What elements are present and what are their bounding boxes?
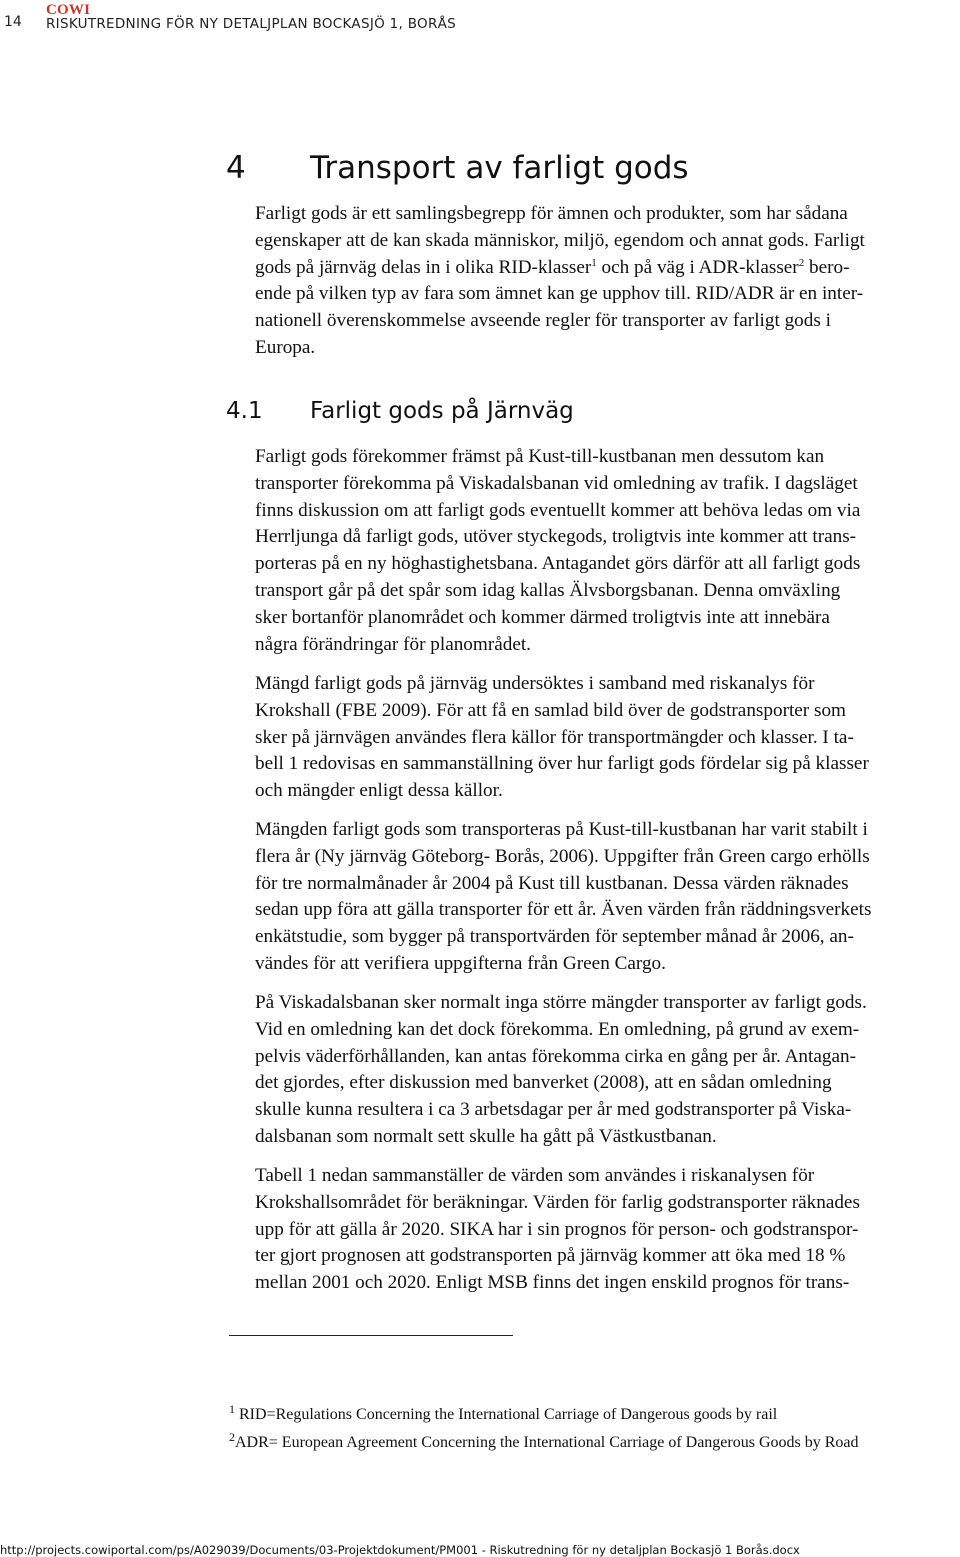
text-line: Mängd farligt gods på järnväg undersöktes i samband med riskanalys för <box>255 673 815 694</box>
subsection-number: 4.1 <box>226 398 263 424</box>
footnote-text: RID=Regulations Concerning the International Carriage of Dangerous goods by rail <box>239 1406 778 1423</box>
body-paragraph <box>255 444 955 658</box>
text-line: Mängden farligt gods som transporteras på Kust-till-kustbanan har varit stabilt i <box>255 819 868 840</box>
footnote-mark: 2 <box>229 1430 235 1444</box>
text-line: upp för att gälla år 2020. SIKA har i sin prognos för person- och godstranspor- <box>255 1218 859 1240</box>
document-title: RISKUTREDNING FÖR NY DETALJPLAN BOCKASJÖ 1, BORÅS <box>46 16 457 32</box>
text-line: några förändringar för planområdet. <box>255 633 531 655</box>
text-line: gods på järnväg delas in i olika RID-klasser$^1$ och på väg i ADR-klasser$^2$ bero- <box>255 256 850 278</box>
text-line: Vid en omledning kan det dock förekomma. En omledning, på grund av exem- <box>255 1018 860 1040</box>
footnote-text: ADR= European Agreement Concerning the International Carriage of Dangerous Goods by Road <box>235 1434 859 1451</box>
text-line: Krokshall (FBE 2009). För att få en samlad bild över de godstransporter som <box>255 699 846 721</box>
page-number: 14 <box>4 14 22 30</box>
text-line: för tre normalmånader år 2004 på Kust till kustbanan. Dessa värden räknades <box>255 872 849 894</box>
text-line: och mängder enligt dessa källor. <box>255 780 503 802</box>
text-line: sker bortanför planområdet och kommer därmed troligtvis inte att innebära <box>255 606 830 628</box>
section-title: Transport av farligt gods <box>310 150 689 186</box>
text-line: På Viskadalsbanan sker normalt inga större mängder transporter av farligt gods. <box>255 992 867 1013</box>
text-line: transport går på det spår som idag kallas Älvsborgsbanan. Denna omväxling <box>255 579 841 601</box>
body-paragraph <box>255 671 955 805</box>
text-line: flera år (Ny järnväg Göteborg- Borås, 2006). Uppgifter från Green cargo erhölls <box>255 845 870 867</box>
subsection-title: Farligt gods på Järnväg <box>310 398 574 424</box>
footnote-ref: 1 <box>591 256 597 269</box>
text-line: enkätstudie, som bygger på transportvärden för september månad år 2006, an- <box>255 926 854 948</box>
footnote-mark: 1 <box>229 1402 235 1416</box>
text-line: Herrljunga då farligt gods, utöver styckegods, troligtvis inte kommer att trans- <box>255 526 857 548</box>
text-line: porteras på en ny höghastighetsbana. Antagandet görs därför att all farligt gods <box>255 553 861 575</box>
footnote-divider <box>229 1335 513 1336</box>
text-line: finns diskussion om att farligt gods eventuellt kommer att behöva ledas om via <box>255 499 861 521</box>
text-line: nationell överenskommelse avseende regler för transporter av farligt gods i <box>255 310 831 332</box>
footnote-ref: 2 <box>798 256 805 269</box>
section-number: 4 <box>226 150 246 186</box>
body-paragraph <box>255 817 955 978</box>
text-line: det gjordes, efter diskussion med banverket (2008), att en sådan omledning <box>255 1072 832 1094</box>
body-paragraph <box>255 990 955 1151</box>
text-line: Tabell 1 nedan sammanställer de värden som användes i riskanalysen för <box>255 1165 815 1186</box>
section-heading <box>226 150 689 186</box>
footnote <box>229 1402 778 1424</box>
body-paragraph <box>255 1163 955 1297</box>
text-line: mellan 2001 och 2020. Enligt MSB finns det ingen enskild prognos för trans- <box>255 1272 850 1294</box>
intro-paragraph <box>255 201 955 362</box>
text-line: sker på järnvägen användes flera källor för transportmängder och klasser. I ta- <box>255 726 854 748</box>
text-line: Farligt gods är ett samlingsbegrepp för ämnen och produkter, som har sådana <box>255 203 848 224</box>
text-line: skulle kunna resultera i ca 3 arbetsdagar per år med godstransporter på Viska- <box>255 1099 852 1121</box>
text-line: ter gjort prognosen att godstransporten på järnväg kommer att öka med 18 % <box>255 1245 846 1267</box>
text-line: transporter förekomma på Viskadalsbanan vid omledning av trafik. I dagsläget <box>255 472 858 494</box>
text-line: Farligt gods förekommer främst på Kust-till-kustbanan men dessutom kan <box>255 446 825 467</box>
text-line: ende på vilken typ av fara som ämnet kan ge upphov till. RID/ADR är en inter- <box>255 283 864 305</box>
subsection-heading <box>226 398 574 424</box>
text-line: dalsbanan som normalt sett skulle ha gått på Västkustbanan. <box>255 1125 717 1147</box>
document-path: http://projects.cowiportal.com/ps/A029039/Documents/03-Projektdokument/PM001 - Riskutredning för ny detaljplan Bockasjö 1 Borås.docx <box>0 1543 800 1557</box>
text-line: vändes för att verifiera uppgifterna från Green Cargo. <box>255 952 666 974</box>
text-line: pelvis väderförhållanden, kan antas förekomma cirka en gång per år. Antagan- <box>255 1045 856 1067</box>
text-line: Europa. <box>255 336 316 358</box>
text-line: egenskaper att de kan skada människor, miljö, egendom och annat gods. Farligt <box>255 229 865 251</box>
cowi-logo: COWI <box>46 2 91 18</box>
text-line: bell 1 redovisas en sammanställning över hur farligt gods fördelar sig på klasser <box>255 753 869 775</box>
text-line: sedan upp föra att gälla transporter för ett år. Även värden från räddningsverkets <box>255 899 872 921</box>
footnote <box>229 1430 859 1452</box>
text-line: Krokshallsområdet för beräkningar. Värden för farlig godstransporter räknades <box>255 1191 860 1213</box>
